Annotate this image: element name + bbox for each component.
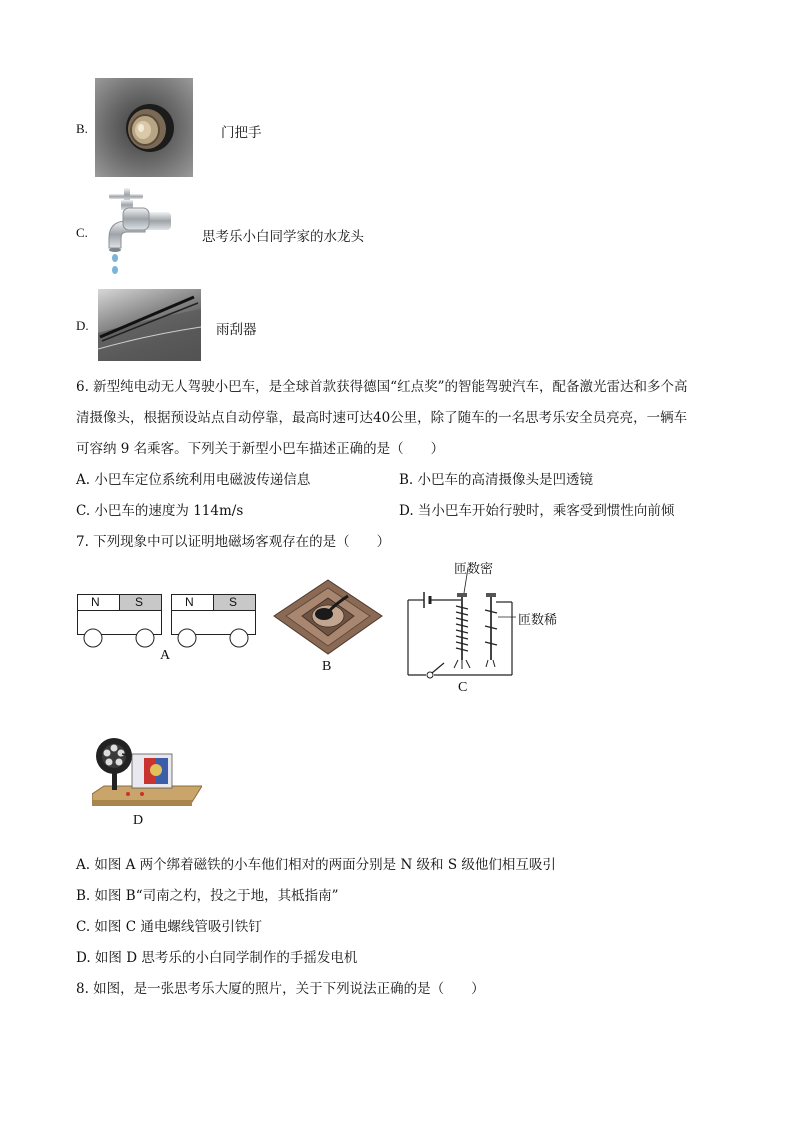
- wiper-image: [98, 289, 201, 361]
- option-d-text: 雨刮器: [216, 322, 257, 338]
- option-d-letter: D.: [76, 318, 89, 333]
- q6-option-d: D. 当小巴车开始行驶时，乘客受到惯性向前倾: [399, 503, 675, 519]
- figure-c-label: C: [458, 680, 468, 695]
- faucet-drawing: [97, 186, 177, 276]
- q6-option-a: A. 小巴车定位系统利用电磁波传递信息: [76, 472, 311, 488]
- magnet-pole-s1: S: [135, 595, 144, 609]
- generator-drawing: [92, 732, 202, 810]
- q7-option-c: C. 如图 C 通电螺线管吸引铁钉: [76, 919, 262, 935]
- figure-a-label: A: [160, 648, 171, 663]
- magnet-pole-s2: S: [229, 595, 238, 609]
- coil-sparse-label: 匝数稀: [518, 613, 558, 628]
- q7-stem: 7. 下列现象中可以证明地磁场客观存在的是（ ）: [76, 534, 391, 550]
- figure-b-sinan: [272, 578, 384, 656]
- option-b-text: 门把手: [221, 125, 262, 141]
- figure-c-electromagnet: [404, 560, 594, 690]
- figure-d-generator: [92, 732, 202, 810]
- q8-stem: 8. 如图，是一张思考乐大厦的照片，关于下列说法正确的是（ ）: [76, 981, 485, 997]
- figure-d-label: D: [133, 813, 144, 828]
- q6-stem-line1: 6. 新型纯电动无人驾驶小巴车，是全球首款获得德国“红点奖”的智能驾驶汽车，配备激光雷达和多个高: [76, 379, 688, 395]
- figure-a-carts: [77, 592, 257, 652]
- option-b-letter: B.: [76, 121, 88, 136]
- coil-dense-label: 匝数密: [454, 562, 494, 577]
- q6-option-c: C. 小巴车的速度为 114m/s: [76, 503, 244, 519]
- electromagnet-circuit-drawing: [404, 560, 594, 690]
- q7-option-a: A. 如图 A 两个绑着磁铁的小车他们相对的两面分别是 N 级和 S 级他们相互吸引: [76, 857, 556, 873]
- figure-b-label: B: [322, 659, 332, 674]
- q6-stem-line3: 可容纳 9 名乘客。下列关于新型小巴车描述正确的是（ ）: [76, 441, 445, 457]
- q6-stem-line2: 清摄像头，根据预设站点自动停靠，最高时速可达40公里，除了随车的一名思考乐安全员亮亮，一辆车: [76, 410, 688, 426]
- faucet-image: [97, 186, 177, 276]
- sinan-compass-drawing: [272, 578, 384, 656]
- magnet-pole-n2: N: [185, 595, 194, 609]
- q7-option-b: B. 如图 B“司南之杓，投之于地，其柢指南”: [76, 888, 339, 904]
- door-handle-image: [95, 78, 193, 177]
- option-c-letter: C.: [76, 225, 88, 240]
- wiper-drawing: [98, 289, 201, 361]
- q7-option-d: D. 如图 D 思考乐的小白同学制作的手摇发电机: [76, 950, 358, 966]
- option-c-text: 思考乐小白同学家的水龙头: [202, 229, 364, 245]
- q6-option-b: B. 小巴车的高清摄像头是凹透镜: [399, 472, 594, 488]
- magnet-pole-n1: N: [91, 595, 100, 609]
- door-handle-drawing: [95, 78, 193, 177]
